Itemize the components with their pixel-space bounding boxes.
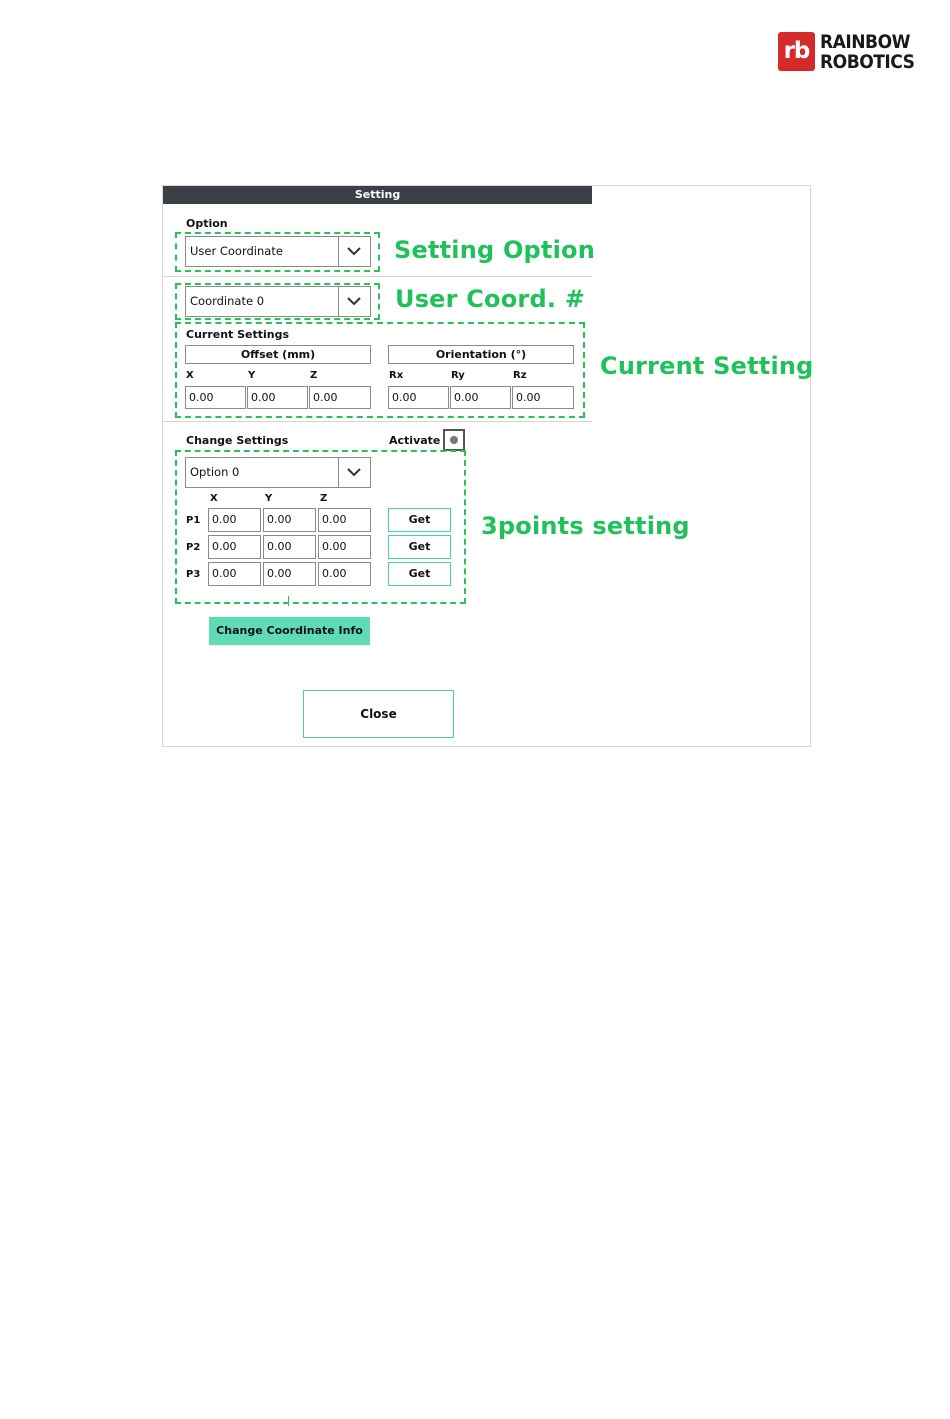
p2-z-input[interactable]: 0.00: [318, 535, 371, 559]
axis-label-z: Z: [310, 370, 318, 381]
radio-dot-icon: [450, 436, 458, 444]
logo-text-line2: ROBOTICS: [820, 51, 915, 73]
change-option-dropdown-value: Option 0: [190, 465, 240, 479]
current-ry-value: 0.00: [450, 386, 511, 409]
p3-z-input[interactable]: 0.00: [318, 562, 371, 586]
orientation-header: Orientation (°): [388, 345, 574, 364]
offset-header: Offset (mm): [185, 345, 371, 364]
dialog-title: Setting: [163, 186, 592, 204]
user-coord-highlight: [175, 283, 380, 320]
current-z-value: 0.00: [309, 386, 371, 409]
point-axis-label-z: Z: [320, 493, 328, 504]
axis-label-rx: Rx: [389, 370, 404, 381]
point-label-p2: P2: [186, 542, 201, 553]
p2-x-input[interactable]: 0.00: [208, 535, 261, 559]
current-y-value: 0.00: [247, 386, 308, 409]
p1-get-button[interactable]: Get: [388, 508, 451, 532]
current-rz-value: 0.00: [512, 386, 574, 409]
axis-label-ry: Ry: [451, 370, 465, 381]
annotation-current-setting: Current Setting: [600, 352, 814, 380]
p1-x-input[interactable]: 0.00: [208, 508, 261, 532]
axis-label-rz: Rz: [513, 370, 527, 381]
current-rx-value: 0.00: [388, 386, 449, 409]
point-axis-label-y: Y: [265, 493, 273, 504]
annotation-setting-option: Setting Option: [394, 236, 596, 264]
point-label-p3: P3: [186, 569, 201, 580]
p1-z-input[interactable]: 0.00: [318, 508, 371, 532]
option-label: Option: [186, 217, 228, 230]
setting-option-highlight: [175, 232, 380, 272]
current-x-value: 0.00: [185, 386, 246, 409]
change-settings-title: Change Settings: [186, 434, 289, 447]
p3-y-input[interactable]: 0.00: [263, 562, 316, 586]
point-label-p1: P1: [186, 515, 201, 526]
point-axis-label-x: X: [210, 493, 218, 504]
p2-get-button[interactable]: Get: [388, 535, 451, 559]
three-points-highlight: [175, 450, 466, 604]
annotation-three-points: 3points setting: [481, 512, 690, 540]
divider: [163, 421, 592, 422]
close-button[interactable]: Close: [303, 690, 454, 738]
p2-y-input[interactable]: 0.00: [263, 535, 316, 559]
activate-label: Activate: [389, 434, 441, 447]
coordinate-dropdown-value: Coordinate 0: [190, 294, 265, 308]
connector-tick: [288, 596, 289, 606]
p3-x-input[interactable]: 0.00: [208, 562, 261, 586]
current-settings-title: Current Settings: [186, 328, 290, 341]
axis-label-y: Y: [248, 370, 256, 381]
change-coordinate-info-button[interactable]: Change Coordinate Info: [209, 617, 370, 645]
divider: [163, 276, 592, 277]
activate-checkbox[interactable]: [443, 429, 465, 451]
annotation-user-coord: User Coord. #: [395, 285, 586, 313]
rainbow-robotics-logo-icon: rb: [778, 32, 815, 71]
logo-text-line1: RAINBOW: [820, 31, 910, 53]
option-dropdown-value: User Coordinate: [190, 244, 283, 258]
current-setting-highlight: [175, 322, 585, 418]
p3-get-button[interactable]: Get: [388, 562, 451, 586]
p1-y-input[interactable]: 0.00: [263, 508, 316, 532]
axis-label-x: X: [186, 370, 194, 381]
